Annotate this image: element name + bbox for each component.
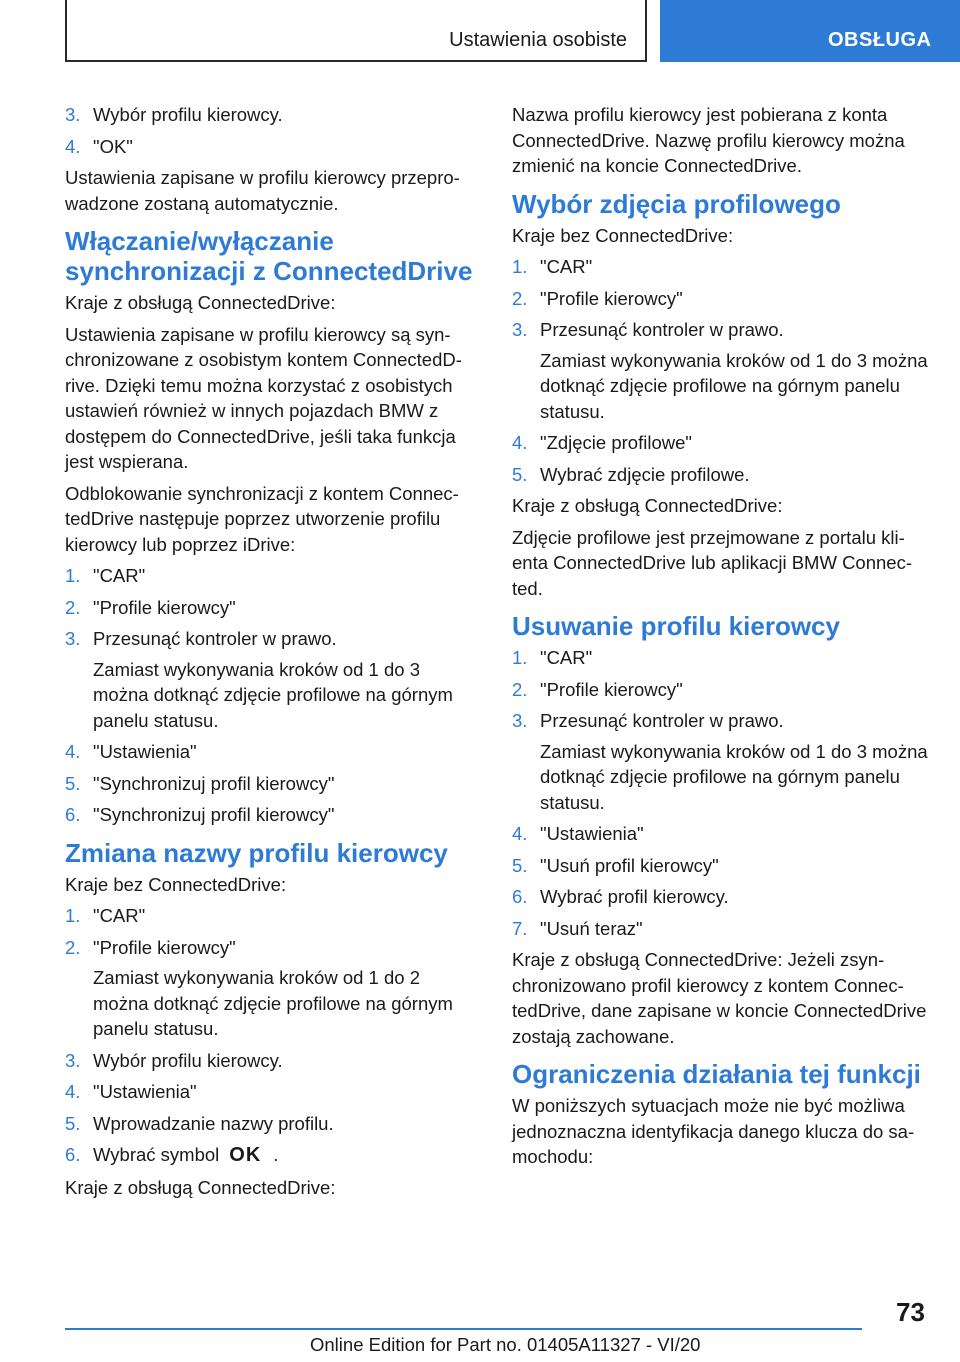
header-section-box — [65, 0, 647, 62]
list-text: "Profile kierowcy" — [93, 596, 236, 618]
section-title: Ustawienia osobiste — [449, 29, 627, 51]
list-item — [65, 771, 480, 797]
list-number: 4. — [512, 823, 528, 844]
footer-divider — [65, 1328, 862, 1330]
list-subnote: Zamiast wykonywania kroków od 1 do 3 można dotknąć zdjęcie profilowe na górnym panelu statusu. — [93, 658, 453, 731]
list-item — [512, 254, 932, 280]
intro-paragraph: Ustawienia zapisane w profilu kierowcy przeprowadzone zostaną automatycznie. — [65, 167, 460, 214]
list-item — [512, 916, 932, 942]
rename-steps-list — [65, 903, 480, 1169]
list-number: 1. — [512, 647, 528, 668]
right-column — [512, 102, 932, 1176]
list-text: Wybrać zdjęcie profilowe. — [540, 463, 750, 485]
paragraph: Kraje z obsługą ConnectedDrive: — [512, 495, 783, 516]
list-number: 3. — [512, 710, 528, 731]
list-number: 1. — [512, 256, 528, 277]
list-number: 3. — [65, 1049, 81, 1071]
list-item — [65, 563, 480, 589]
list-item — [65, 626, 480, 733]
list-text: "OK" — [93, 135, 133, 157]
list-item — [512, 286, 932, 312]
list-text: Wybór profilu kierowcy. — [93, 104, 283, 125]
paragraph: Kraje bez ConnectedDrive: — [512, 224, 734, 246]
paragraph: Ustawienia zapisane w profilu kierowcy są synchronizowane z osobistym kontem ConnectedDrive. Dzięki temu można korzystać z osobistych ustawień również w innych pojazdach BMW z dostępem do ConnectedDrive, jeśli taka funkcja jest wspierana. — [65, 323, 462, 472]
list-text: "Zdjęcie profilowe" — [540, 432, 692, 453]
paragraph: Kraje z obsługą ConnectedDrive: Jeżeli zsynchronizowano profil kierowcy z kontem ConnectedDrive, dane zapisane w koncie ConnectedDrive zostają zachowane. — [512, 949, 927, 1047]
list-text: "Ustawienia" — [540, 823, 644, 844]
list-number: 2. — [65, 936, 81, 958]
intro-list — [65, 102, 480, 159]
list-subnote: Zamiast wykonywania kroków od 1 do 2 można dotknąć zdjęcie profilowe na górnym panelu statusu. — [93, 967, 453, 1039]
ok-symbol-icon: OK — [229, 1144, 262, 1166]
list-text: Wybrać symbol — [93, 1144, 220, 1165]
list-item — [65, 134, 480, 160]
list-text: "Usuń teraz" — [540, 917, 643, 939]
list-number: 2. — [512, 287, 528, 309]
list-text: "CAR" — [540, 647, 593, 668]
chapter-tab — [660, 0, 960, 62]
footer-edition: Online Edition for Part no. 01405A11327 - VI/20 — [310, 1334, 701, 1355]
list-text: "CAR" — [93, 905, 146, 926]
paragraph: Kraje z obsługą ConnectedDrive: — [65, 292, 336, 313]
list-number: 1. — [65, 565, 81, 586]
list-item — [65, 1048, 480, 1074]
list-item — [65, 903, 480, 929]
list-item — [512, 853, 932, 879]
list-text: "Profile kierowcy" — [540, 287, 683, 309]
list-item — [512, 462, 932, 488]
list-number: 5. — [512, 463, 528, 485]
list-number: 1. — [65, 905, 81, 926]
list-item — [512, 677, 932, 703]
delete-steps-list — [512, 645, 932, 941]
list-item — [65, 595, 480, 621]
paragraph: Zdjęcie profilowe jest przejmowane z portalu klienta ConnectedDrive lub aplikacji BMW Connected. — [512, 526, 913, 599]
list-text: "Profile kierowcy" — [540, 678, 683, 700]
left-column — [65, 102, 480, 1206]
list-number: 2. — [65, 596, 81, 618]
list-text: "CAR" — [93, 565, 146, 586]
list-item — [512, 645, 932, 671]
paragraph: W poniższych sytuacjach może nie być możliwa jednoznaczna identyfikacja danego klucza do samochodu: — [512, 1095, 915, 1167]
list-number: 4. — [65, 1081, 81, 1102]
heading-rename: Zmiana nazwy profilu kierowcy — [65, 837, 448, 868]
list-text-end: . — [273, 1144, 279, 1165]
list-text: Przesunąć kontroler w prawo. — [93, 628, 337, 649]
heading-delete: Usuwanie profilu kierowcy — [512, 611, 840, 641]
list-item — [65, 1142, 480, 1169]
list-number: 3. — [512, 319, 528, 340]
heading-limits: Ograniczenia działania tej funkcji — [512, 1059, 921, 1089]
list-number: 6. — [512, 886, 528, 907]
heading-photo: Wybór zdjęcia profilowego — [512, 188, 841, 219]
sync-steps-list — [65, 563, 480, 828]
list-number: 5. — [65, 1112, 81, 1134]
paragraph: Odblokowanie synchronizacji z kontem ConnectedDrive następuje poprzez utworzenie profilu kierowcy lub poprzez iDrive: — [65, 482, 459, 555]
list-number: 4. — [65, 135, 81, 157]
list-text: "Usuń profil kierowcy" — [540, 854, 719, 876]
list-text: Przesunąć kontroler w prawo. — [540, 319, 784, 340]
intro-paragraph: Nazwa profilu kierowcy jest pobierana z konta ConnectedDrive. Nazwę profilu kierowcy można zmienić na koncie ConnectedDrive. — [512, 104, 905, 176]
list-text: "Ustawienia" — [93, 741, 197, 762]
list-text: "CAR" — [540, 256, 593, 277]
paragraph: Kraje z obsługą ConnectedDrive: — [65, 1176, 336, 1198]
list-item — [65, 739, 480, 765]
list-subnote: Zamiast wykonywania kroków od 1 do 3 można dotknąć zdjęcie profilowe na górnym panelu statusu. — [540, 740, 928, 813]
list-text: Wybór profilu kierowcy. — [93, 1049, 283, 1071]
list-number: 5. — [65, 772, 81, 794]
chapter-title: OBSŁUGA — [828, 29, 932, 51]
list-item — [512, 708, 932, 815]
paragraph: Kraje bez ConnectedDrive: — [65, 873, 287, 895]
heading-sync: Włączanie/wyłączanie synchronizacji z ConnectedDrive — [65, 226, 473, 286]
list-item — [512, 884, 932, 910]
page-number: 73 — [896, 1297, 925, 1327]
list-text: Wprowadzanie nazwy profilu. — [93, 1112, 334, 1134]
list-subnote: Zamiast wykonywania kroków od 1 do 3 można dotknąć zdjęcie profilowe na górnym panelu statusu. — [540, 349, 928, 422]
list-text: "Ustawienia" — [93, 1081, 197, 1102]
list-item — [512, 317, 932, 424]
list-number: 4. — [65, 741, 81, 762]
list-item — [512, 821, 932, 847]
list-number: 7. — [512, 917, 528, 939]
list-text: "Synchronizuj profil kierowcy" — [93, 772, 335, 794]
list-number: 3. — [65, 104, 81, 125]
list-number: 4. — [512, 432, 528, 453]
list-text: Przesunąć kontroler w prawo. — [540, 710, 784, 731]
list-number: 5. — [512, 854, 528, 876]
list-text: "Synchronizuj profil kierowcy" — [93, 804, 335, 825]
list-number: 6. — [65, 1144, 81, 1165]
photo-steps-list — [512, 254, 932, 487]
list-number: 2. — [512, 678, 528, 700]
list-number: 3. — [65, 628, 81, 649]
list-item — [65, 802, 480, 828]
list-item — [65, 102, 480, 128]
list-item — [512, 430, 932, 456]
list-text: Wybrać profil kierowcy. — [540, 886, 729, 907]
list-item — [65, 1079, 480, 1105]
list-item — [65, 935, 480, 1042]
list-text: "Profile kierowcy" — [93, 936, 236, 958]
list-item — [65, 1111, 480, 1137]
list-number: 6. — [65, 804, 81, 825]
